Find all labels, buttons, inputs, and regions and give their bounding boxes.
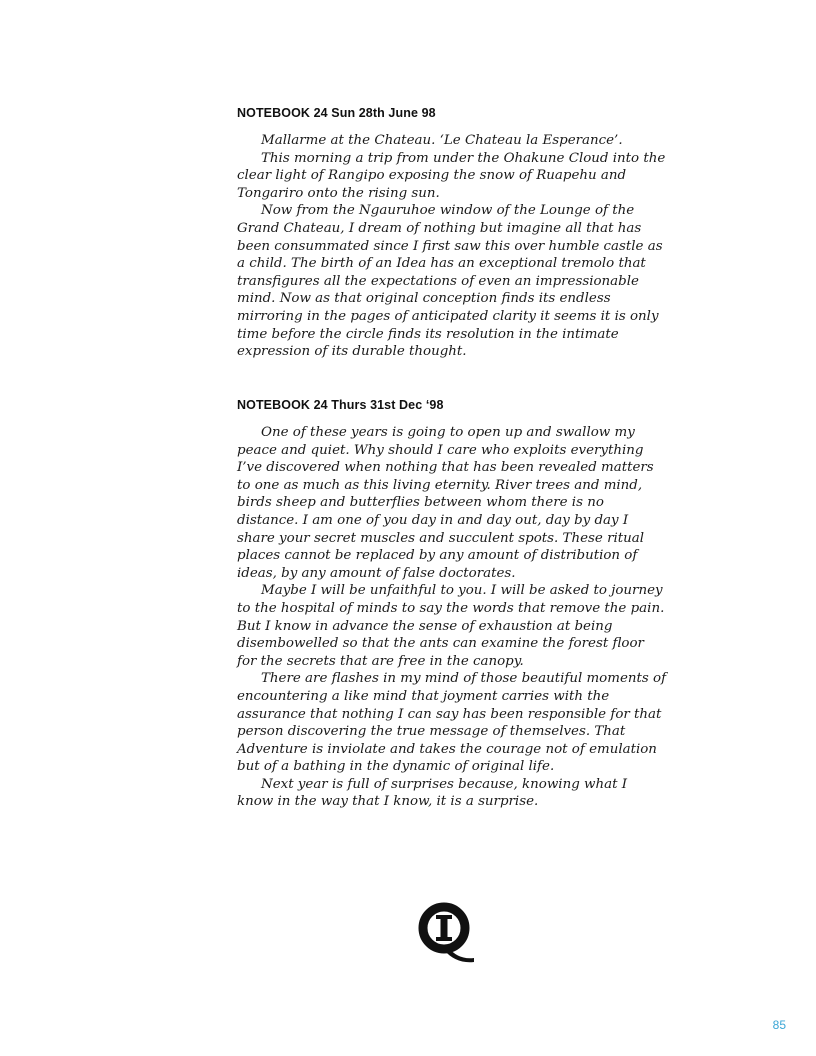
- entry-paragraph: Now from the Ngauruhoe window of the Lounge of the Grand Chateau, I dream of nothing but imagine all that has been consummated since I first saw this over humble castle as a child. The birth of an Idea has an exceptional tremolo that transfigures all the expectations of even an impressionable mind. Now as that original conception finds its endless mirroring in the pages of anticipated clarity it seems it is only time before the circle finds its resolution in the intimate expression of its durable thought.: [237, 203, 663, 360]
- entry-paragraph: One of these years is going to open up and swallow my peace and quiet. Why should I care who exploits everything I’ve discovered when nothing that has been revealed matters to one as much as this living eternity. River trees and mind, birds sheep and butterflies between whom there is no distance. I am one of you day in and day out, day by day I share your secret muscles and succulent spots. These ritual places cannot be replaced by any amount of distribution of ideas, by any amount of false doctorates.: [237, 425, 654, 581]
- page-number: 85: [772, 1018, 786, 1032]
- entry-heading: NOTEBOOK 24 Thurs 31st Dec ‘98: [237, 398, 444, 412]
- entry-paragraph: There are flashes in my mind of those beautiful moments of encountering a like mind that joyment carries with the assurance that nothing I can say has been responsible for that person discovering the true message of themselves. That Adventure is inviolate and takes the courage not of emulation but of a bathing in the dynamic of original life.: [237, 671, 667, 775]
- entry-paragraph: This morning a trip from under the Ohakune Cloud into the clear light of Rangipo exposing the snow of Ruapehu and Tongariro onto the rising sun.: [237, 150, 666, 201]
- entry-paragraph: Next year is full of surprises because, knowing what I know in the way that I know, it is a surprise.: [237, 776, 628, 810]
- notebook-entry-2: [237, 398, 667, 811]
- entry-paragraph: Maybe I will be unfaithful to you. I will be asked to journey to the hospital of minds to say the words that remove the pain. But I know in advance the sense of exhaustion at being disembowelled so that the ants can examine the forest floor for the secrets that are free in the canopy.: [237, 583, 665, 669]
- notebook-entry-1: [237, 106, 667, 361]
- entry-body: [237, 424, 667, 811]
- entry-heading: NOTEBOOK 24 Sun 28th June 98: [237, 106, 436, 120]
- entry-body: [237, 132, 667, 361]
- entry-paragraph: Mallarme at the Chateau. ‘Le Chateau la Esperance’.: [261, 133, 623, 148]
- qi-logo-icon: [414, 900, 478, 964]
